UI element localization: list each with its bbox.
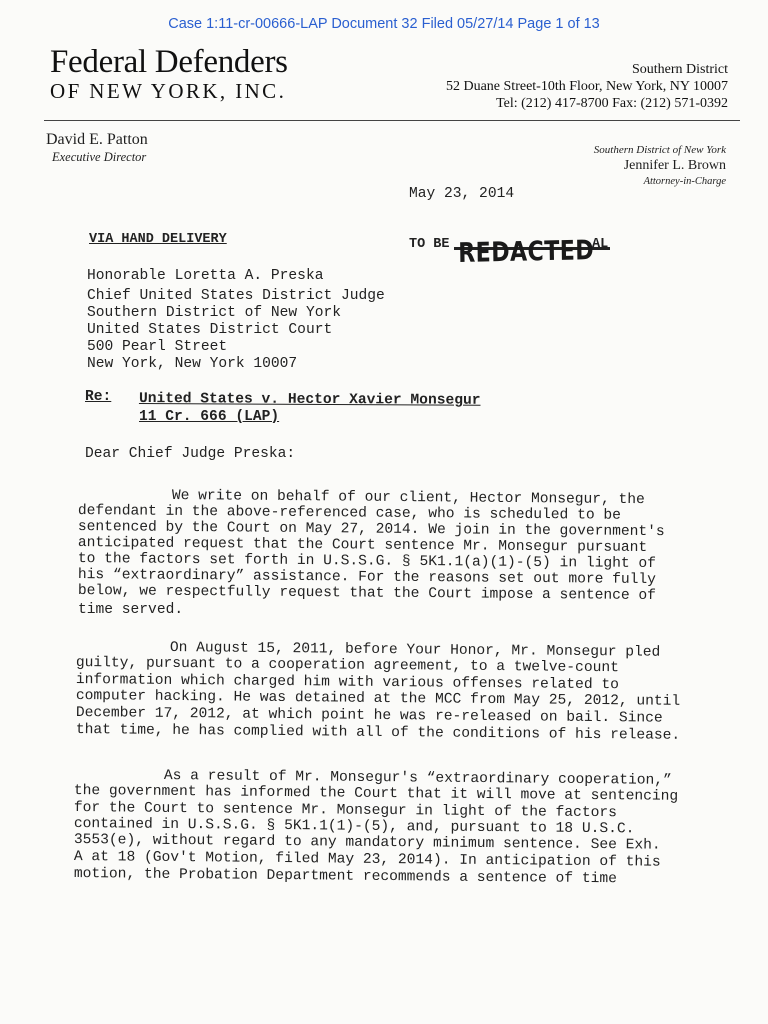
- office-district: Southern District: [631, 62, 728, 77]
- body-line: below, we respectfully request that the Court impose a sentence of: [77, 583, 656, 605]
- re-case-number: 11 Cr. 666 (LAP): [139, 409, 280, 425]
- body-line: We write on behalf of our client, Hector Monsegur, the: [171, 488, 645, 509]
- recipient-line: 500 Pearl Street: [87, 339, 228, 355]
- letter-date: May 23, 2014: [409, 186, 515, 202]
- recipient-line: United States District Court: [87, 322, 333, 338]
- body-line: information which charged him with various offenses related to: [75, 672, 619, 694]
- salutation: Dear Chief Judge Preska:: [85, 446, 296, 462]
- body-line: 3553(e), without regard to any mandatory minimum sentence. See Exh.: [73, 832, 661, 854]
- redacted-stamp: REDACTED: [458, 235, 595, 269]
- body-line: defendant in the above-referenced case, who is scheduled to be: [77, 503, 621, 524]
- case-header: Case 1:11-cr-00666-LAP Document 32 Filed 05/27/14 Page 1 of 13: [168, 16, 600, 32]
- director-title: Executive Director: [52, 150, 147, 164]
- body-line: December 17, 2012, at which point he was re-released on bail. Since: [75, 705, 663, 727]
- recipient-line: Chief United States District Judge: [87, 288, 385, 304]
- org-name: Federal Defenders: [50, 44, 288, 80]
- re-label: Re:: [85, 389, 112, 405]
- re-case-title: United States v. Hector Xavier Monsegur: [138, 391, 481, 409]
- attorney-name: Jennifer L. Brown: [623, 158, 726, 173]
- body-line: anticipated request that the Court sentence Mr. Monsegur pursuant: [77, 535, 648, 556]
- body-line: his “extraordinary” assistance. For the reasons set out more fully: [77, 567, 656, 589]
- recipient-line: Honorable Loretta A. Preska: [87, 268, 324, 284]
- body-line: As a result of Mr. Monsegur's “extraordinary cooperation,”: [163, 768, 672, 789]
- body-line: A at 18 (Gov't Motion, filed May 23, 2014). In anticipation of this: [73, 849, 661, 871]
- director-name: David E. Patton: [46, 131, 148, 148]
- seal-notice-tail: AL: [592, 237, 609, 252]
- body-line: On August 15, 2011, before Your Honor, Mr. Monsegur pled: [169, 640, 661, 661]
- body-line: the government has informed the Court that it will move at sentencing: [73, 783, 679, 805]
- body-line: that time, he has complied with all of the conditions of his release.: [75, 722, 681, 744]
- office-address: 52 Duane Street-10th Floor, New York, NY 10007: [445, 79, 728, 94]
- office-phone-fax: Tel: (212) 417-8700 Fax: (212) 571-0392: [496, 96, 728, 111]
- attorney-title: Attorney-in-Charge: [643, 176, 726, 187]
- org-subtitle: OF NEW YORK, INC.: [50, 79, 287, 103]
- body-line: guilty, pursuant to a cooperation agreement, to a twelve-count: [75, 655, 619, 677]
- body-line: for the Court to sentence Mr. Monsegur in light of the factors: [73, 800, 617, 822]
- recipient-line: New York, New York 10007: [87, 356, 298, 372]
- body-line: contained in U.S.S.G. § 5K1.1(1)-(5), and, pursuant to 18 U.S.C.: [73, 816, 635, 838]
- recipient-line: Southern District of New York: [87, 305, 341, 321]
- body-line: sentenced by the Court on May 27, 2014. We join in the government's: [77, 519, 665, 541]
- body-line: time served.: [78, 602, 184, 618]
- body-line: motion, the Probation Department recommends a sentence of time: [73, 866, 617, 888]
- body-line: to the factors set forth in U.S.S.G. § 5K1.1(a)(1)-(5) in light of: [77, 551, 656, 573]
- attorney-district: Southern District of New York: [593, 144, 726, 156]
- letterhead-rule: [44, 120, 740, 121]
- delivery-method: VIA HAND DELIVERY: [89, 232, 227, 247]
- body-line: computer hacking. He was detained at the MCC from May 25, 2012, until: [75, 688, 681, 710]
- seal-notice: TO BE: [409, 237, 450, 252]
